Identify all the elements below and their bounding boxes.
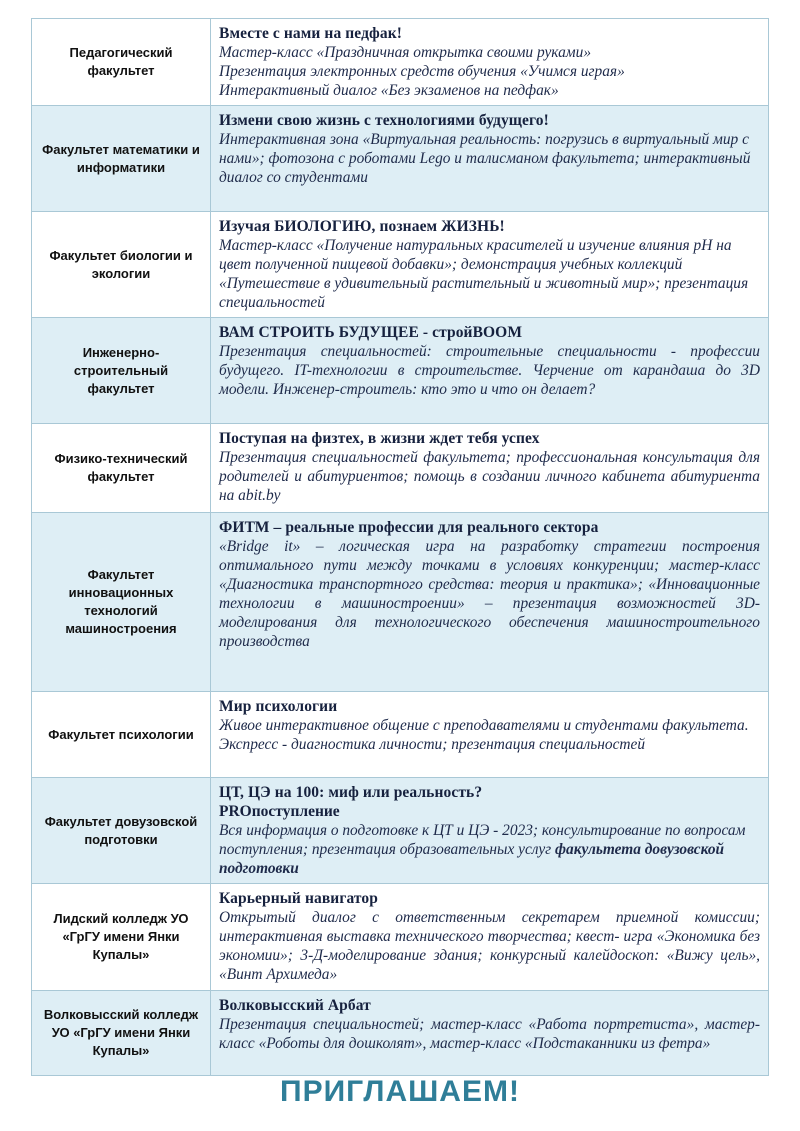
event-description: [211, 692, 769, 778]
table-row: [32, 778, 769, 884]
table-row: [32, 424, 769, 513]
event-body: [219, 821, 760, 878]
event-title: Измени свою жизнь с технологиями будущего!: [219, 112, 549, 129]
event-line: Интерактивный диалог «Без экзаменов на педфак»: [219, 82, 559, 99]
event-body: Презентация специальностей факультета; профессиональная консультация для родителей и абитуриентов; помощь в создании личного кабинета абитуриента на abit.by: [219, 449, 760, 504]
event-description: [211, 19, 769, 106]
event-description: [211, 318, 769, 424]
event-title: ФИТМ – реальные профессии для реального сектора: [219, 519, 599, 536]
events-table: [31, 18, 769, 1076]
event-title: Поступая на физтех, в жизни ждет тебя успех: [219, 430, 540, 447]
faculty-name: Лидский колледж УО «ГрГУ имени Янки Купалы»: [32, 884, 211, 991]
table-row: [32, 106, 769, 212]
event-body: Интерактивная зона «Виртуальная реальность: погрузись в виртуальный мир с нами»; фотозона с роботами Lego и талисманом факультета; интерактивный диалог со студентами: [219, 131, 751, 186]
event-description: [211, 513, 769, 692]
event-line: Презентация электронных средств обучения «Учимся играя»: [219, 63, 625, 80]
event-description: [211, 884, 769, 991]
faculty-name: Факультет довузовской подготовки: [32, 778, 211, 884]
event-title: Изучая БИОЛОГИЮ, познаем ЖИЗНЬ!: [219, 218, 505, 235]
event-body: Презентация специальностей: строительные специальности - профессии будущего. IT-технологии в строительстве. Черчение от карандаша до 3D модели. Инженер-строитель: кто это и что он делает?: [219, 343, 760, 398]
table-row: [32, 991, 769, 1076]
event-body-strong: факультета довузовской подготовки: [219, 841, 725, 877]
faculty-name: Волковысский колледж УО «ГрГУ имени Янки Купалы»: [32, 991, 211, 1076]
table-row: [32, 884, 769, 991]
table-row: [32, 692, 769, 778]
event-title: Карьерный навигатор: [219, 890, 378, 907]
event-description: [211, 212, 769, 318]
event-body: Открытый диалог с ответственным секретарем приемной комиссии; интерактивная выставка технического творчества; квест- игра «Экономика без экономии»; 3-Д-моделирование здания; конкурсный калейдоскоп: «Вижу цель», «Винт Архимеда»: [219, 909, 760, 983]
footer-invitation: ПРИГЛАШАЕМ!: [280, 1075, 520, 1108]
table-row: [32, 513, 769, 692]
event-body: Живое интерактивное общение с преподавателями и студентами факультета. Экспресс - диагностика личности; презентация специальностей: [219, 717, 749, 753]
table-row: [32, 318, 769, 424]
event-body-text: Вся информация о подготовке к ЦТ и ЦЭ - 2023; консультирование по вопросам поступления; презентация образовательных услуг: [219, 822, 746, 858]
event-description: [211, 424, 769, 513]
event-title: ВАМ СТРОИТЬ БУДУЩЕЕ - стройBOOM: [219, 324, 523, 341]
event-title: Вместе с нами на педфак!: [219, 25, 402, 42]
event-body: «Bridge it» – логическая игра на разработку стратегии построения оптимального пути между точками в условиях конкуренции; мастер-класс «Диагностика транспортного средства: теория и практика»; «Инновационные технологии в машиностроении» – презентация возможностей 3D-моделирования для технологического обеспечения машиностроительного производства: [219, 538, 760, 650]
faculty-name: Факультет психологии: [32, 692, 211, 778]
faculty-name: Факультет инновационных технологий машиностроения: [32, 513, 211, 692]
event-title: ЦТ, ЦЭ на 100: миф или реальность?: [219, 784, 483, 801]
table-row: [32, 19, 769, 106]
event-title: Мир психологии: [219, 698, 338, 715]
faculty-name: Инженерно-строительный факультет: [32, 318, 211, 424]
event-description: [211, 106, 769, 212]
event-body: Презентация специальностей; мастер-класс «Работа портретиста», мастер-класс «Роботы для дошколят», мастер-класс «Подстаканники из фетра»: [219, 1016, 760, 1052]
event-description: [211, 991, 769, 1076]
table-row: [32, 212, 769, 318]
event-body: Мастер-класс «Получение натуральных красителей и изучение влияния pH на цвет полученной пищевой добавки»; демонстрация учебных коллекций «Путешествие в удивительный растительный и животный мир»; презентация специальностей: [219, 237, 749, 311]
event-subtitle: PROпоступление: [219, 803, 340, 820]
faculty-name: Факультет математики и информатики: [32, 106, 211, 212]
faculty-name: Факультет биологии и экологии: [32, 212, 211, 318]
faculty-name: Педагогический факультет: [32, 19, 211, 106]
event-description: [211, 778, 769, 884]
faculty-name: Физико-технический факультет: [32, 424, 211, 513]
event-line: Мастер-класс «Праздничная открытка своими руками»: [219, 44, 592, 61]
event-title: Волковысский Арбат: [219, 997, 371, 1014]
